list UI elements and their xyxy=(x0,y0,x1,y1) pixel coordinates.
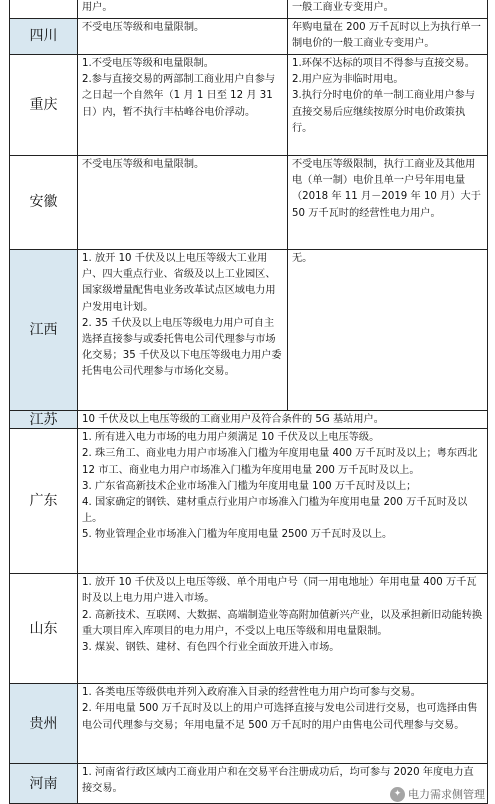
province-cell: 四川 xyxy=(10,19,78,55)
province-cell: 贵州 xyxy=(10,684,78,764)
province-cell xyxy=(10,0,78,19)
province-cell: 山东 xyxy=(10,574,78,684)
province-cell: 重庆 xyxy=(10,55,78,156)
span-cell xyxy=(78,411,488,429)
table-row xyxy=(10,250,488,411)
cell-text: 10 千伏及以上电压等级的工商业用户及符合条件的 5G 基站用户。 xyxy=(82,414,384,425)
left-cell xyxy=(78,19,288,55)
cell-text: 2. 珠三角工、商业电力用户市场准入门槛为年度用电量 400 万千瓦时及以上；粤东西北 12 市工、商业电力用户市场准入门槛为年度用电量 200 万千瓦时及以上。 xyxy=(82,448,478,476)
cell-text: 2.用户应为非临时用电。 xyxy=(292,74,404,86)
table-row xyxy=(10,156,488,250)
policy-table xyxy=(9,0,488,804)
province-cell: 广东 xyxy=(10,429,78,574)
cell-text: 不受电压等级和电量限制。 xyxy=(82,22,205,33)
table-row xyxy=(10,574,488,684)
right-cell xyxy=(288,55,488,156)
left-cell xyxy=(78,156,288,250)
province-cell: 江西 xyxy=(10,250,78,411)
table-row xyxy=(10,0,488,19)
span-cell xyxy=(78,574,488,684)
cell-text: 3. 广东省高新技术企业市场准入门槛为年度用电量 100 万千瓦时及以上； xyxy=(82,480,417,492)
cell-text: 1.环保不达标的项目不得参与直接交易。 xyxy=(292,58,475,69)
cell-text: 2.参与直接交易的两部制工商业用户自参与之日起一个自然年（1 月 1 日至 12 月 31 日）内，暂不执行丰枯峰谷电价浮动。 xyxy=(82,74,276,118)
cell-text: 5. 物业管理企业市场准入门槛为年度用电量 2500 万千瓦时及以上。 xyxy=(82,529,393,541)
left-cell xyxy=(78,0,288,19)
cell-text: 2. 35 千伏及以上电压等级电力用户可自主选择直接参与或委托售电公司代理参与市场化交易；35 千伏及以下电压等级电力用户委托售电公司代理参与市场化交易。 xyxy=(82,317,282,378)
cell-text: 一般工商业专变用户。 xyxy=(292,2,394,13)
right-cell xyxy=(288,250,488,411)
cell-text: 无。 xyxy=(292,253,313,264)
cell-text: 用户。 xyxy=(82,2,113,13)
span-cell xyxy=(78,684,488,764)
cell-text: 3. 煤炭、钢铁、建材、有色四个行业全面放开进入市场。 xyxy=(82,642,340,654)
left-cell xyxy=(78,55,288,156)
cell-text: 1.不受电压等级和电量限制。 xyxy=(82,58,214,69)
cell-text: 2. 年用电量 500 万千瓦时及以上的用户可选择直接与发电公司进行交易，也可选择由售电公司代理参与交易；年用电量不足 500 万千瓦时的用户由售电公司代理参与交易。 xyxy=(82,703,478,731)
cell-text: 1. 放开 10 千伏及以上电压等级大工业用户、四大重点行业、省级及以上工业园区、国家级增量配售电业务改革试点区域电力用户发用电计划。 xyxy=(82,253,276,313)
table-row xyxy=(10,55,488,156)
wechat-icon: ✦ xyxy=(390,787,405,802)
right-cell xyxy=(288,156,488,250)
table-row xyxy=(10,684,488,764)
cell-text: 4. 国家确定的钢铁、建材重点行业用户市场准入门槛为年度用电量 200 万千瓦时及以上。 xyxy=(82,497,468,525)
cell-text: 1. 各类电压等级供电并列入政府准入目录的经营性电力用户均可参与交易。 xyxy=(82,687,421,699)
cell-text: 1. 河南省行政区域内工商业用户和在交易平台注册成功后，均可参与 2020 年度电力直接交易。 xyxy=(82,767,474,795)
watermark-text: 电力需求侧管理 xyxy=(408,788,485,801)
cell-text: 2. 高新技术、互联网、大数据、高端制造业等高附加值新兴产业，以及承担新旧动能转换重大项目库入库项目的电力用户，不受以上电压等级和用电量限制。 xyxy=(82,609,483,637)
left-cell xyxy=(78,250,288,411)
cell-text: 年购电量在 200 万千瓦时以上为执行单一制电价的一般工商业专变用户。 xyxy=(292,22,481,50)
province-cell: 安徽 xyxy=(10,156,78,250)
table-row xyxy=(10,411,488,429)
cell-text: 1. 放开 10 千伏及以上电压等级、单个用电户号（同一用电地址）年用电量 400 万千瓦时及以上电力用户进入市场。 xyxy=(82,577,477,605)
right-cell xyxy=(288,0,488,19)
right-cell xyxy=(288,19,488,55)
span-cell xyxy=(78,429,488,574)
province-cell: 江苏 xyxy=(10,411,78,429)
province-cell: 河南 xyxy=(10,764,78,804)
cell-text: 不受电压等级限制，执行工商业及其他用电（单一制）电价且单一户号年用电量（2018 年 11 月－2019 年 10 月）大于 50 万千瓦时的经营性电力用户。 xyxy=(292,159,481,219)
cell-text: 3.执行分时电价的单一制工商业用户参与直接交易后应继续按原分时电价政策执行。 xyxy=(292,90,475,134)
table-row xyxy=(10,429,488,574)
cell-text: 1. 所有进入电力市场的电力用户须满足 10 千伏及以上电压等级。 xyxy=(82,432,380,444)
cell-text: 不受电压等级和电量限制。 xyxy=(82,159,205,170)
table-row xyxy=(10,19,488,55)
